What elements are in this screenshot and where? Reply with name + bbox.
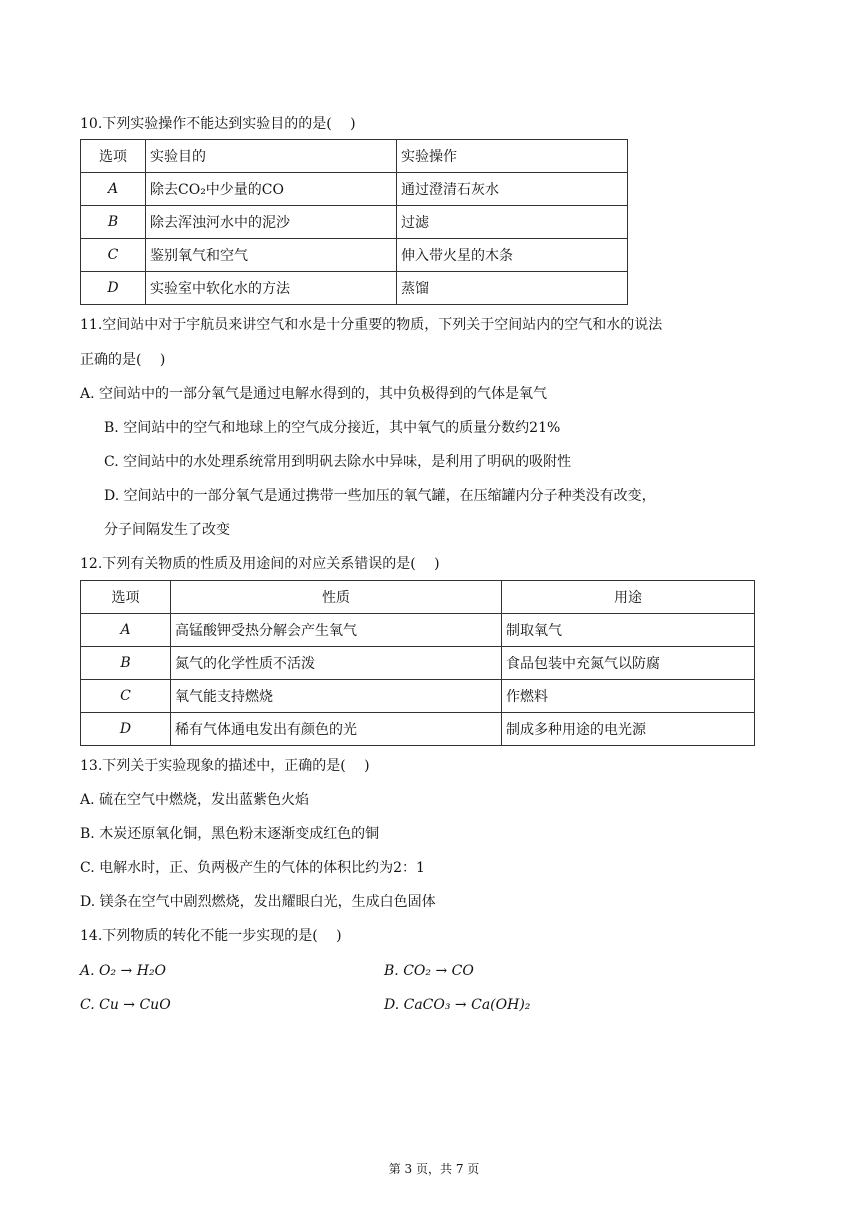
q14-option-d: D. CaCO₃ → Ca(OH)₂ [384,997,531,1013]
row-operation: 伸入带火星的木条 [397,239,628,272]
row-property: 氮气的化学性质不活泼 [171,647,502,680]
row-use: 制成多种用途的电光源 [502,713,755,746]
table-header-row [81,581,755,614]
row-label: D [81,272,146,305]
row-label: D [81,713,171,746]
header-property: 性质 [171,581,502,614]
row-label: A [81,614,171,647]
table-row [81,239,628,272]
q14-option-a: A. O₂ → H₂O [80,963,167,979]
q10-table [80,139,628,305]
q13-option-d: D. 镁条在空气中剧烈燃烧，发出耀眼白光，生成白色固体 [80,894,436,910]
table-row [81,680,755,713]
row-use: 制取氧气 [502,614,755,647]
table-row [81,272,628,305]
q11-option-a: A. 空间站中的一部分氧气是通过电解水得到的，其中负极得到的气体是氧气 [80,386,548,402]
row-property: 氧气能支持燃烧 [171,680,502,713]
row-purpose: 除去CO₂中少量的CO [146,173,397,206]
row-label: B [81,647,171,680]
row-purpose: 鉴别氧气和空气 [146,239,397,272]
table-row [81,206,628,239]
header-operation: 实验操作 [397,140,628,173]
row-label: B [81,206,146,239]
row-operation: 通过澄清石灰水 [397,173,628,206]
q13-option-b: B. 木炭还原氧化铜，黑色粉末逐渐变成红色的铜 [80,826,380,842]
q11-option-d-line2: 分子间隔发生了改变 [104,522,230,538]
q10-stem: 10.下列实验操作不能达到实验目的的是( ) [80,116,356,132]
q13-stem: 13.下列关于实验现象的描述中，正确的是( ) [80,758,370,774]
q14-option-b: B. CO₂ → CO [384,963,474,979]
q11-option-c: C. 空间站中的水处理系统常用到明矾去除水中异味，是利用了明矾的吸附性 [104,454,572,470]
row-use: 作燃料 [502,680,755,713]
page-footer: 第 3 页，共 7 页 [388,1162,480,1176]
row-operation: 蒸馏 [397,272,628,305]
header-option: 选项 [81,140,146,173]
table-header-row [81,140,628,173]
header-purpose: 实验目的 [146,140,397,173]
table-row [81,173,628,206]
q13-option-a: A. 硫在空气中燃烧，发出蓝紫色火焰 [80,792,310,808]
row-purpose: 除去浑浊河水中的泥沙 [146,206,397,239]
row-property: 稀有气体通电发出有颜色的光 [171,713,502,746]
q11-option-b: B. 空间站中的空气和地球上的空气成分接近，其中氧气的质量分数约21% [104,420,561,436]
row-label: A [81,173,146,206]
row-property: 高锰酸钾受热分解会产生氧气 [171,614,502,647]
q12-stem: 12.下列有关物质的性质及用途间的对应关系错误的是( ) [80,556,440,572]
q14-stem: 14.下列物质的转化不能一步实现的是( ) [80,928,342,944]
row-label: C [81,239,146,272]
q12-table [80,580,755,746]
row-label: C [81,680,171,713]
row-use: 食品包装中充氮气以防腐 [502,647,755,680]
table-row [81,713,755,746]
q13-option-c: C. 电解水时，正、负两极产生的气体的体积比约为2：1 [80,860,425,876]
q11-stem-line1: 11.空间站中对于宇航员来讲空气和水是十分重要的物质，下列关于空间站内的空气和水的说法 [80,317,663,333]
header-option: 选项 [81,581,171,614]
table-row [81,647,755,680]
q14-option-c: C. Cu → CuO [80,997,171,1013]
q11-option-d-line1: D. 空间站中的一部分氧气是通过携带一些加压的氧气罐，在压缩罐内分子种类没有改变， [104,488,656,504]
header-use: 用途 [502,581,755,614]
row-purpose: 实验室中软化水的方法 [146,272,397,305]
table-row [81,614,755,647]
row-operation: 过滤 [397,206,628,239]
q11-stem-line2: 正确的是( ) [80,352,166,368]
